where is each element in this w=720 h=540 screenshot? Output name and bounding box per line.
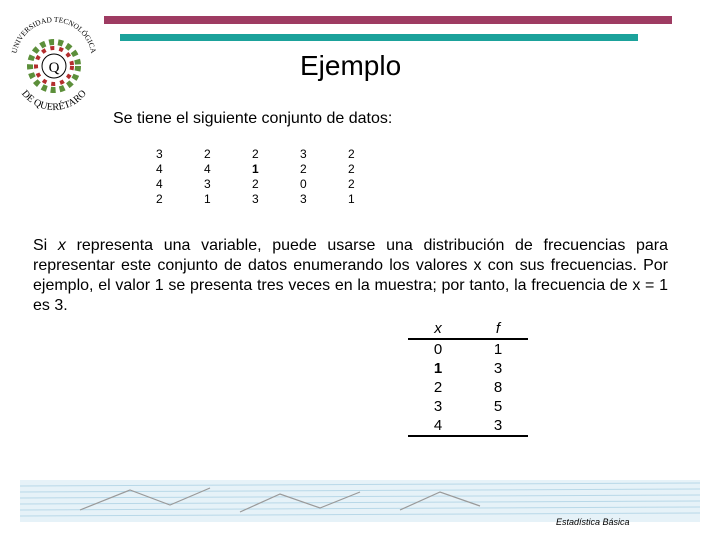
svg-text:DE QUERÉTARO: DE QUERÉTARO [19, 88, 89, 114]
intro-text: Se tiene el siguiente conjunto de datos: [113, 110, 393, 127]
dataset-row [156, 176, 396, 191]
dataset-table [156, 146, 396, 206]
dataset-cell: 4 [204, 161, 211, 176]
dataset-cell: 4 [156, 161, 163, 176]
header-secondary-bar [120, 34, 638, 41]
table-row [408, 397, 528, 416]
dataset-cell: 3 [300, 146, 307, 161]
dataset-cell: 3 [252, 191, 259, 206]
frequency-x-cell: 1 [433, 360, 443, 377]
dataset-cell: 2 [204, 146, 211, 161]
frequency-f-cell: 1 [493, 341, 503, 358]
frequency-table [408, 318, 528, 437]
dataset-cell: 1 [348, 191, 355, 206]
frequency-x-cell: 3 [433, 398, 443, 415]
frequency-header-f: f [468, 318, 528, 339]
university-logo [6, 8, 102, 118]
explanation-paragraph [33, 236, 668, 316]
dataset-cell: 3 [300, 191, 307, 206]
table-row [408, 416, 528, 436]
dataset-cell: 3 [156, 146, 163, 161]
frequency-f-cell: 5 [493, 398, 503, 415]
table-row [408, 378, 528, 397]
logo-letter: Q [48, 60, 60, 76]
frequency-f-cell: 8 [493, 379, 503, 396]
dataset-row [156, 191, 396, 206]
footer-decoration [20, 480, 700, 522]
frequency-f-cell: 3 [493, 360, 503, 377]
frequency-header-x: x [408, 318, 468, 339]
frequency-x-cell: 2 [433, 379, 443, 396]
dataset-cell: 1 [252, 161, 259, 176]
dataset-cell: 2 [348, 146, 355, 161]
dataset-cell: 2 [252, 146, 259, 161]
dataset-cell: 2 [348, 176, 355, 191]
dataset-cell: 2 [156, 191, 163, 206]
frequency-f-cell: 3 [468, 416, 528, 436]
footer-label: Estadística Básica [556, 517, 630, 527]
table-row [408, 359, 528, 378]
svg-text:UNIVERSIDAD TECNOLÓGICA: UNIVERSIDAD TECNOLÓGICA [9, 14, 99, 55]
dataset-cell: 1 [204, 191, 211, 206]
slide-title: Ejemplo [300, 50, 402, 81]
frequency-x-cell: 4 [408, 416, 468, 436]
dataset-row [156, 161, 396, 176]
frequency-x-cell: 0 [433, 341, 443, 358]
header-accent-bar [104, 16, 672, 24]
dataset-row [156, 146, 396, 161]
dataset-cell: 3 [204, 176, 211, 191]
frequency-header-row [408, 318, 528, 339]
table-row [408, 339, 528, 359]
dataset-cell: 0 [300, 176, 307, 191]
dataset-cell: 2 [300, 161, 307, 176]
dataset-cell: 4 [156, 176, 163, 191]
paragraph-text-rest: representa una variable, puede usarse una distribución de frecuencias para representar este conjunto de datos enumerando los valores x con sus frecuencias. Por ejemplo, el valor 1 se presenta tres veces en la muestra; por tanto, la frecuencia de x = 1 es 3. [33, 237, 669, 314]
dataset-cell: 2 [252, 176, 259, 191]
paragraph-variable: x [57, 237, 66, 254]
dataset-cell: 2 [348, 161, 355, 176]
paragraph-text-start: Si [33, 237, 58, 254]
